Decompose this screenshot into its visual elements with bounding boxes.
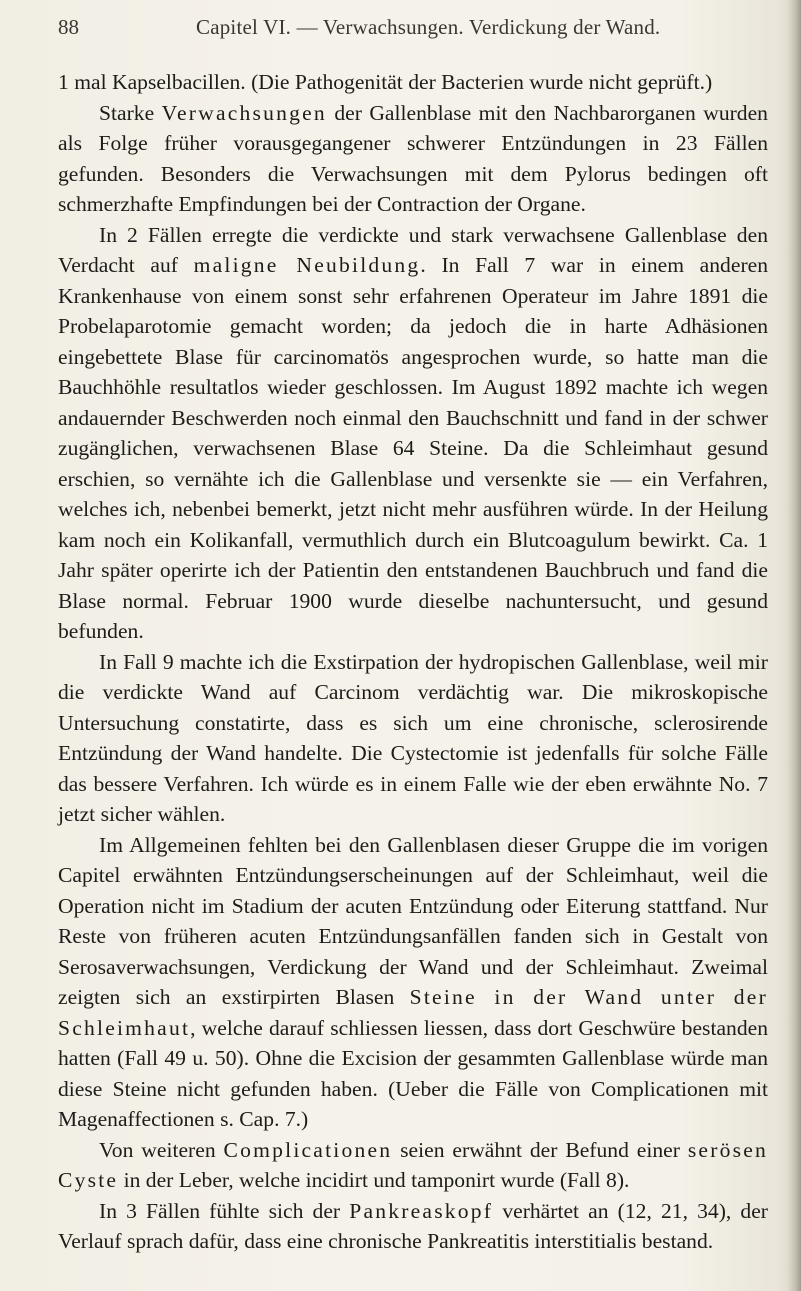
body-text bbox=[58, 67, 768, 1257]
spaced-emphasis: Verwachsungen bbox=[161, 100, 327, 125]
text-run: der Gallenblase mit den Nachbarorganen wurden als Folge früher vorausgegangener schwerer Entzündungen in 23 Fällen gefunden. Besonders die Verwachsungen mit dem Pylorus bedingen oft schmerzhafte Empfindungen bei der Contraction der Organe. bbox=[58, 100, 768, 216]
text-run: seien erwähnt der Befund einer bbox=[392, 1137, 688, 1162]
paragraph bbox=[58, 1196, 768, 1257]
text-run: in der Leber, welche incidirt und tamponirt wurde (Fall 8). bbox=[118, 1168, 630, 1192]
text-run: verhärtet an (12, 21, 34), der Verlauf sprach dafür, dass eine chronische Pankreatitis interstitialis bestand. bbox=[58, 1198, 768, 1253]
text-run: , welche darauf schliessen liessen, dass dort Geschwüre bestanden hatten (Fall 49 u. 50). Ohne die Excision der gesammten Gallenblase würde man diese Steine nicht gefunden haben. (Ueber die Fälle von Complicationen mit Magenaffectionen s. Cap. 7.) bbox=[58, 1015, 768, 1131]
spaced-emphasis: Complicationen bbox=[223, 1137, 393, 1162]
paragraph bbox=[58, 67, 768, 98]
running-head: Capitel VI. — Verwachsungen. Verdickung der Wand. bbox=[196, 15, 661, 39]
page-number: 88 bbox=[58, 15, 79, 39]
page-edge-shadow bbox=[787, 0, 801, 1291]
text-run: Von weiteren bbox=[99, 1137, 224, 1162]
text-run: In 3 Fällen fühlte sich der bbox=[99, 1198, 350, 1223]
paragraph bbox=[58, 98, 768, 220]
text-run: In Fall 9 machte ich die Exstirpation der hydropischen Gallenblase, weil mir die verdickte Wand auf Carcinom verdächtig war. Die mikroskopische Untersuchung constatirte, dass es sich um eine chronische, sclerosirende Entzündung der Wand handelte. Die Cystectomie ist jedenfalls für solche Fälle das bessere Verfahren. Ich würde es in einem Falle wie der eben erwähnte No. 7 jetzt sicher wählen. bbox=[58, 649, 768, 826]
text-run: 1 mal Kapselbacillen. (Die Pathogenität der Bacterien wurde nicht geprüft.) bbox=[58, 70, 713, 94]
page-header bbox=[58, 15, 758, 45]
paragraph bbox=[58, 1135, 768, 1196]
text-run: In 2 Fällen erregte die verdickte und stark verwachsene Gallenblase den Verdacht auf bbox=[58, 222, 768, 277]
spaced-emphasis: maligne Neubildung bbox=[193, 253, 421, 277]
spaced-emphasis: Pankreaskopf bbox=[349, 1198, 494, 1223]
text-run: Im Allgemeinen fehlten bei den Gallenblasen dieser Gruppe die im vorigen Capitel erwähnten Entzündungserscheinungen auf der Schleimhaut, weil die Operation nicht im Stadium der acuten Entzündung oder Eiterung stattfand. Nur Reste von früheren acuten Entzündungsanfällen fanden sich in Gestalt von Serosaverwachsungen, Verdickung der Wand und der Schleimhaut. Zweimal zeigten sich an exstirpirten Blasen bbox=[58, 832, 768, 1009]
spaced-emphasis: serösen Cyste bbox=[58, 1137, 768, 1192]
paragraph bbox=[58, 220, 768, 647]
paragraph bbox=[58, 647, 768, 830]
text-run: . In Fall 7 war in einem anderen Krankenhause von einem sonst sehr erfahrenen Operateur im Jahre 1891 die Probelaparotomie gemacht worden; da jedoch die in harte Adhäsionen eingebettete Blase für carcinomatös angesprochen wurde, so hatte man die Bauchhöhle resultatlos wieder geschlossen. Im August 1892 machte ich wegen andauernder Beschwerden noch einmal den Bauchschnitt und fand in der schwer zugänglichen, verwachsenen Blase 64 Steine. Da die Schleimhaut gesund erschien, so vernähte ich die Gallenblase und versenkte sie — ein Verfahren, welches ich, nebenbei bemerkt, jetzt nicht mehr ausführen würde. In der Heilung kam noch ein Kolikanfall, vermuthlich durch ein Blutcoagulum bewirkt. Ca. 1 Jahr später operirte ich der Patientin den entstandenen Bauchbruch und fand die Blase normal. Februar 1900 wurde dieselbe nachuntersucht, und gesund befunden. bbox=[58, 253, 769, 643]
spaced-emphasis: Steine in der Wand unter der Schleimhaut bbox=[58, 985, 768, 1040]
paragraph bbox=[58, 830, 768, 1135]
text-run: Starke bbox=[99, 100, 162, 125]
